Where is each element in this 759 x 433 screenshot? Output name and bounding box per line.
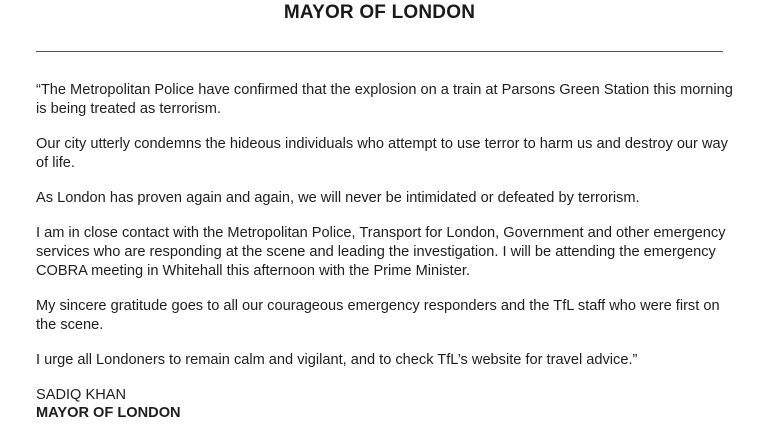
statement-paragraph: As London has proven again and again, we will never be intimidated or defeated by terrorism. bbox=[36, 190, 640, 206]
statement-paragraph: “The Metropolitan Police have confirmed that the explosion on a train at Parsons Green Station this morning is being treated as terrorism. bbox=[36, 82, 733, 117]
statement-paragraph: I urge all Londoners to remain calm and vigilant, and to check TfL’s website for travel advice.” bbox=[36, 352, 638, 368]
statement-paragraph: My sincere gratitude goes to all our courageous emergency responders and the TfL staff who were first on the scene. bbox=[36, 298, 720, 333]
statement-paragraph: Our city utterly condemns the hideous individuals who attempt to use terror to harm us and destroy our way of life. bbox=[36, 136, 728, 171]
signature-block bbox=[36, 386, 741, 422]
signature-name: SADIQ KHAN bbox=[36, 387, 127, 403]
document-header: MAYOR OF LONDON bbox=[283, 2, 476, 23]
statement-body bbox=[36, 81, 741, 422]
signature-title: MAYOR OF LONDON bbox=[36, 405, 181, 421]
statement-paragraph: I am in close contact with the Metropolitan Police, Transport for London, Government and other emergency services who are responding at the scene and leading the investigation. I will be attending the emergency COBRA meeting in Whitehall this afternoon with the Prime Minister. bbox=[36, 225, 726, 279]
header-divider bbox=[36, 51, 723, 52]
